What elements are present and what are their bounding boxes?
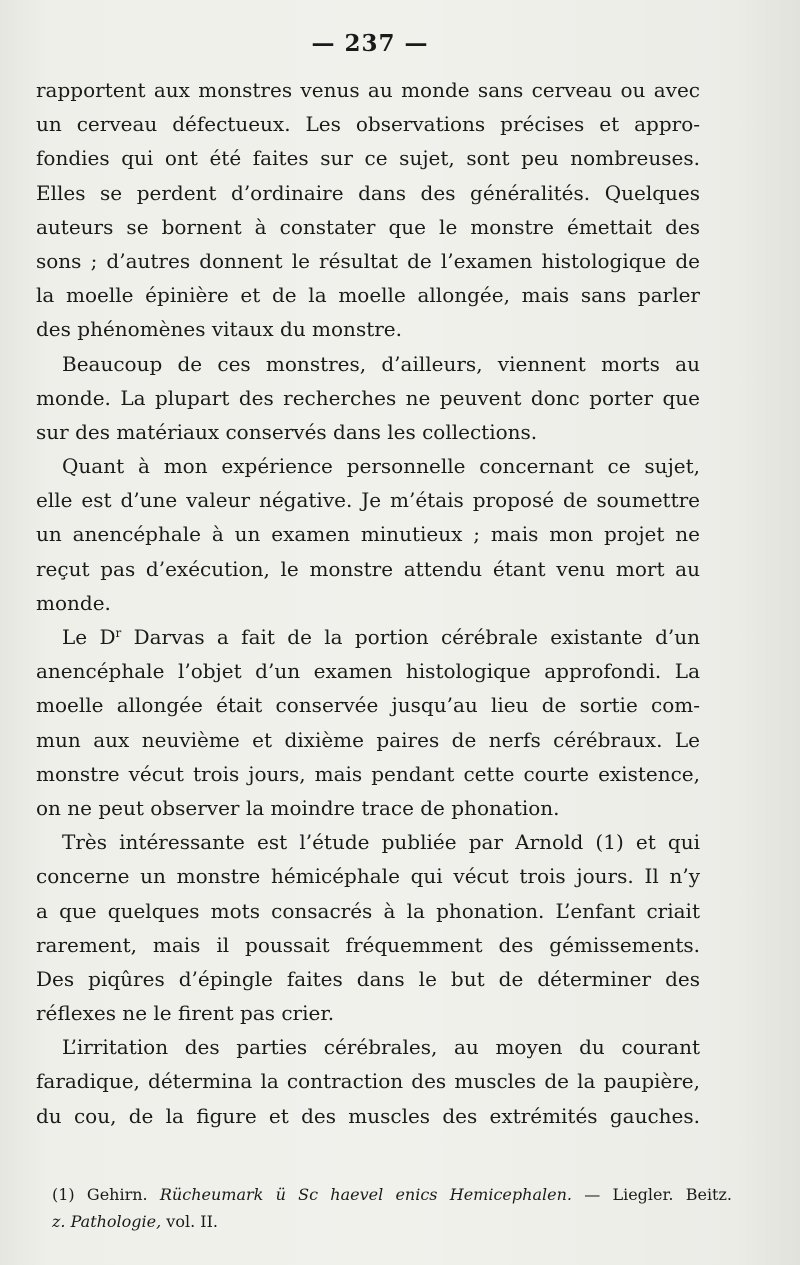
text-line: Des piqûres d’épingle faites dans le but de déterminer des (36, 966, 700, 991)
text-line: a que quelques mots consacrés à la phonation. L’enfant criait (36, 898, 700, 923)
text-line: sons ; d’autres donnent le résultat de l’examen histologique de (36, 248, 700, 273)
text-line: réflexes ne le firent pas crier. (36, 1001, 335, 1026)
text-line: rapportent aux monstres venus au monde sans cerveau ou avec (36, 78, 700, 102)
text-line: Très intéressante est l’étude publiée par Arnold (1) et qui (62, 830, 700, 855)
text-line: monde. La plupart des recherches ne peuvent donc porter que (36, 385, 700, 410)
text-line: faradique, détermina la contraction des muscles de la paupière, (36, 1069, 700, 1094)
body-text (36, 73, 700, 1133)
text-line: des phénomènes vitaux du monstre. (36, 317, 402, 342)
text-line: Elles se perdent d’ordinaire dans des généralités. Quelques (36, 180, 700, 205)
text-line: concerne un monstre hémicéphale qui vécut trois jours. Il n’y (36, 864, 700, 889)
text-line: anencéphale l’objet d’un examen histologique approfondi. La (36, 659, 700, 684)
text-line: mun aux neuvième et dixième paires de nerfs cérébraux. Le (36, 727, 700, 752)
text-line: reçut pas d’exécution, le monstre attendu étant venu mort au (36, 556, 700, 581)
footnote (52, 1181, 732, 1235)
text-line: rarement, mais il poussait fréquemment des gémissements. (36, 932, 700, 957)
footnote-author: — Liegler. Beitz. (571, 1185, 732, 1204)
text-line: L’irritation des parties cérébrales, au moyen du courant (62, 1035, 700, 1060)
dr-line-text: Darvas a fait de la portion cérébrale existante d’un (133, 625, 700, 649)
footnote-volume: vol. II. (161, 1212, 218, 1231)
footnote-line (52, 1208, 732, 1235)
text-line: du cou, de la figure et des muscles des extrémités gauches. (36, 1103, 700, 1128)
text-line: Quant à mon expérience personnelle concernant ce sujet, (62, 454, 700, 479)
text-line: monde. (36, 590, 111, 615)
dr-prefix: Le D (62, 625, 116, 649)
text-line: Beaucoup de ces monstres, d’ailleurs, viennent morts au (62, 351, 700, 376)
text-line: sur des matériaux conservés dans les collections. (36, 419, 538, 444)
footnote-marker: (1) Gehirn. (52, 1185, 148, 1204)
footnote-journal: z. Pathologie, (52, 1212, 162, 1231)
text-line: on ne peut observer la moindre trace de phonation. (36, 795, 560, 820)
text-line: elle est d’une valeur négative. Je m’étais proposé de soumettre (36, 488, 700, 513)
footnote-line (52, 1181, 732, 1208)
text-line: monstre vécut trois jours, mais pendant cette courte existence, (36, 761, 700, 786)
text-line: un cerveau défectueux. Les observations précises et appro- (36, 112, 700, 137)
text-line: un anencéphale à un examen minutieux ; mais mon projet ne (36, 522, 700, 547)
text-line: auteurs se bornent à constater que le monstre émettait des (36, 214, 700, 239)
text-line-dr (36, 620, 700, 654)
text-line: fondies qui ont été faites sur ce sujet, sont peu nombreuses. (36, 146, 700, 171)
text-line: moelle allongée était conservée jusqu’au lieu de sortie com- (36, 693, 700, 718)
page-number: — 237 — (311, 30, 429, 57)
text-line: la moelle épinière et de la moelle allongée, mais sans parler (36, 283, 700, 308)
footnote-title: Rücheumark ü Sc haevel enics Hemicephalen. (159, 1185, 572, 1204)
dr-superscript: r (115, 626, 122, 640)
